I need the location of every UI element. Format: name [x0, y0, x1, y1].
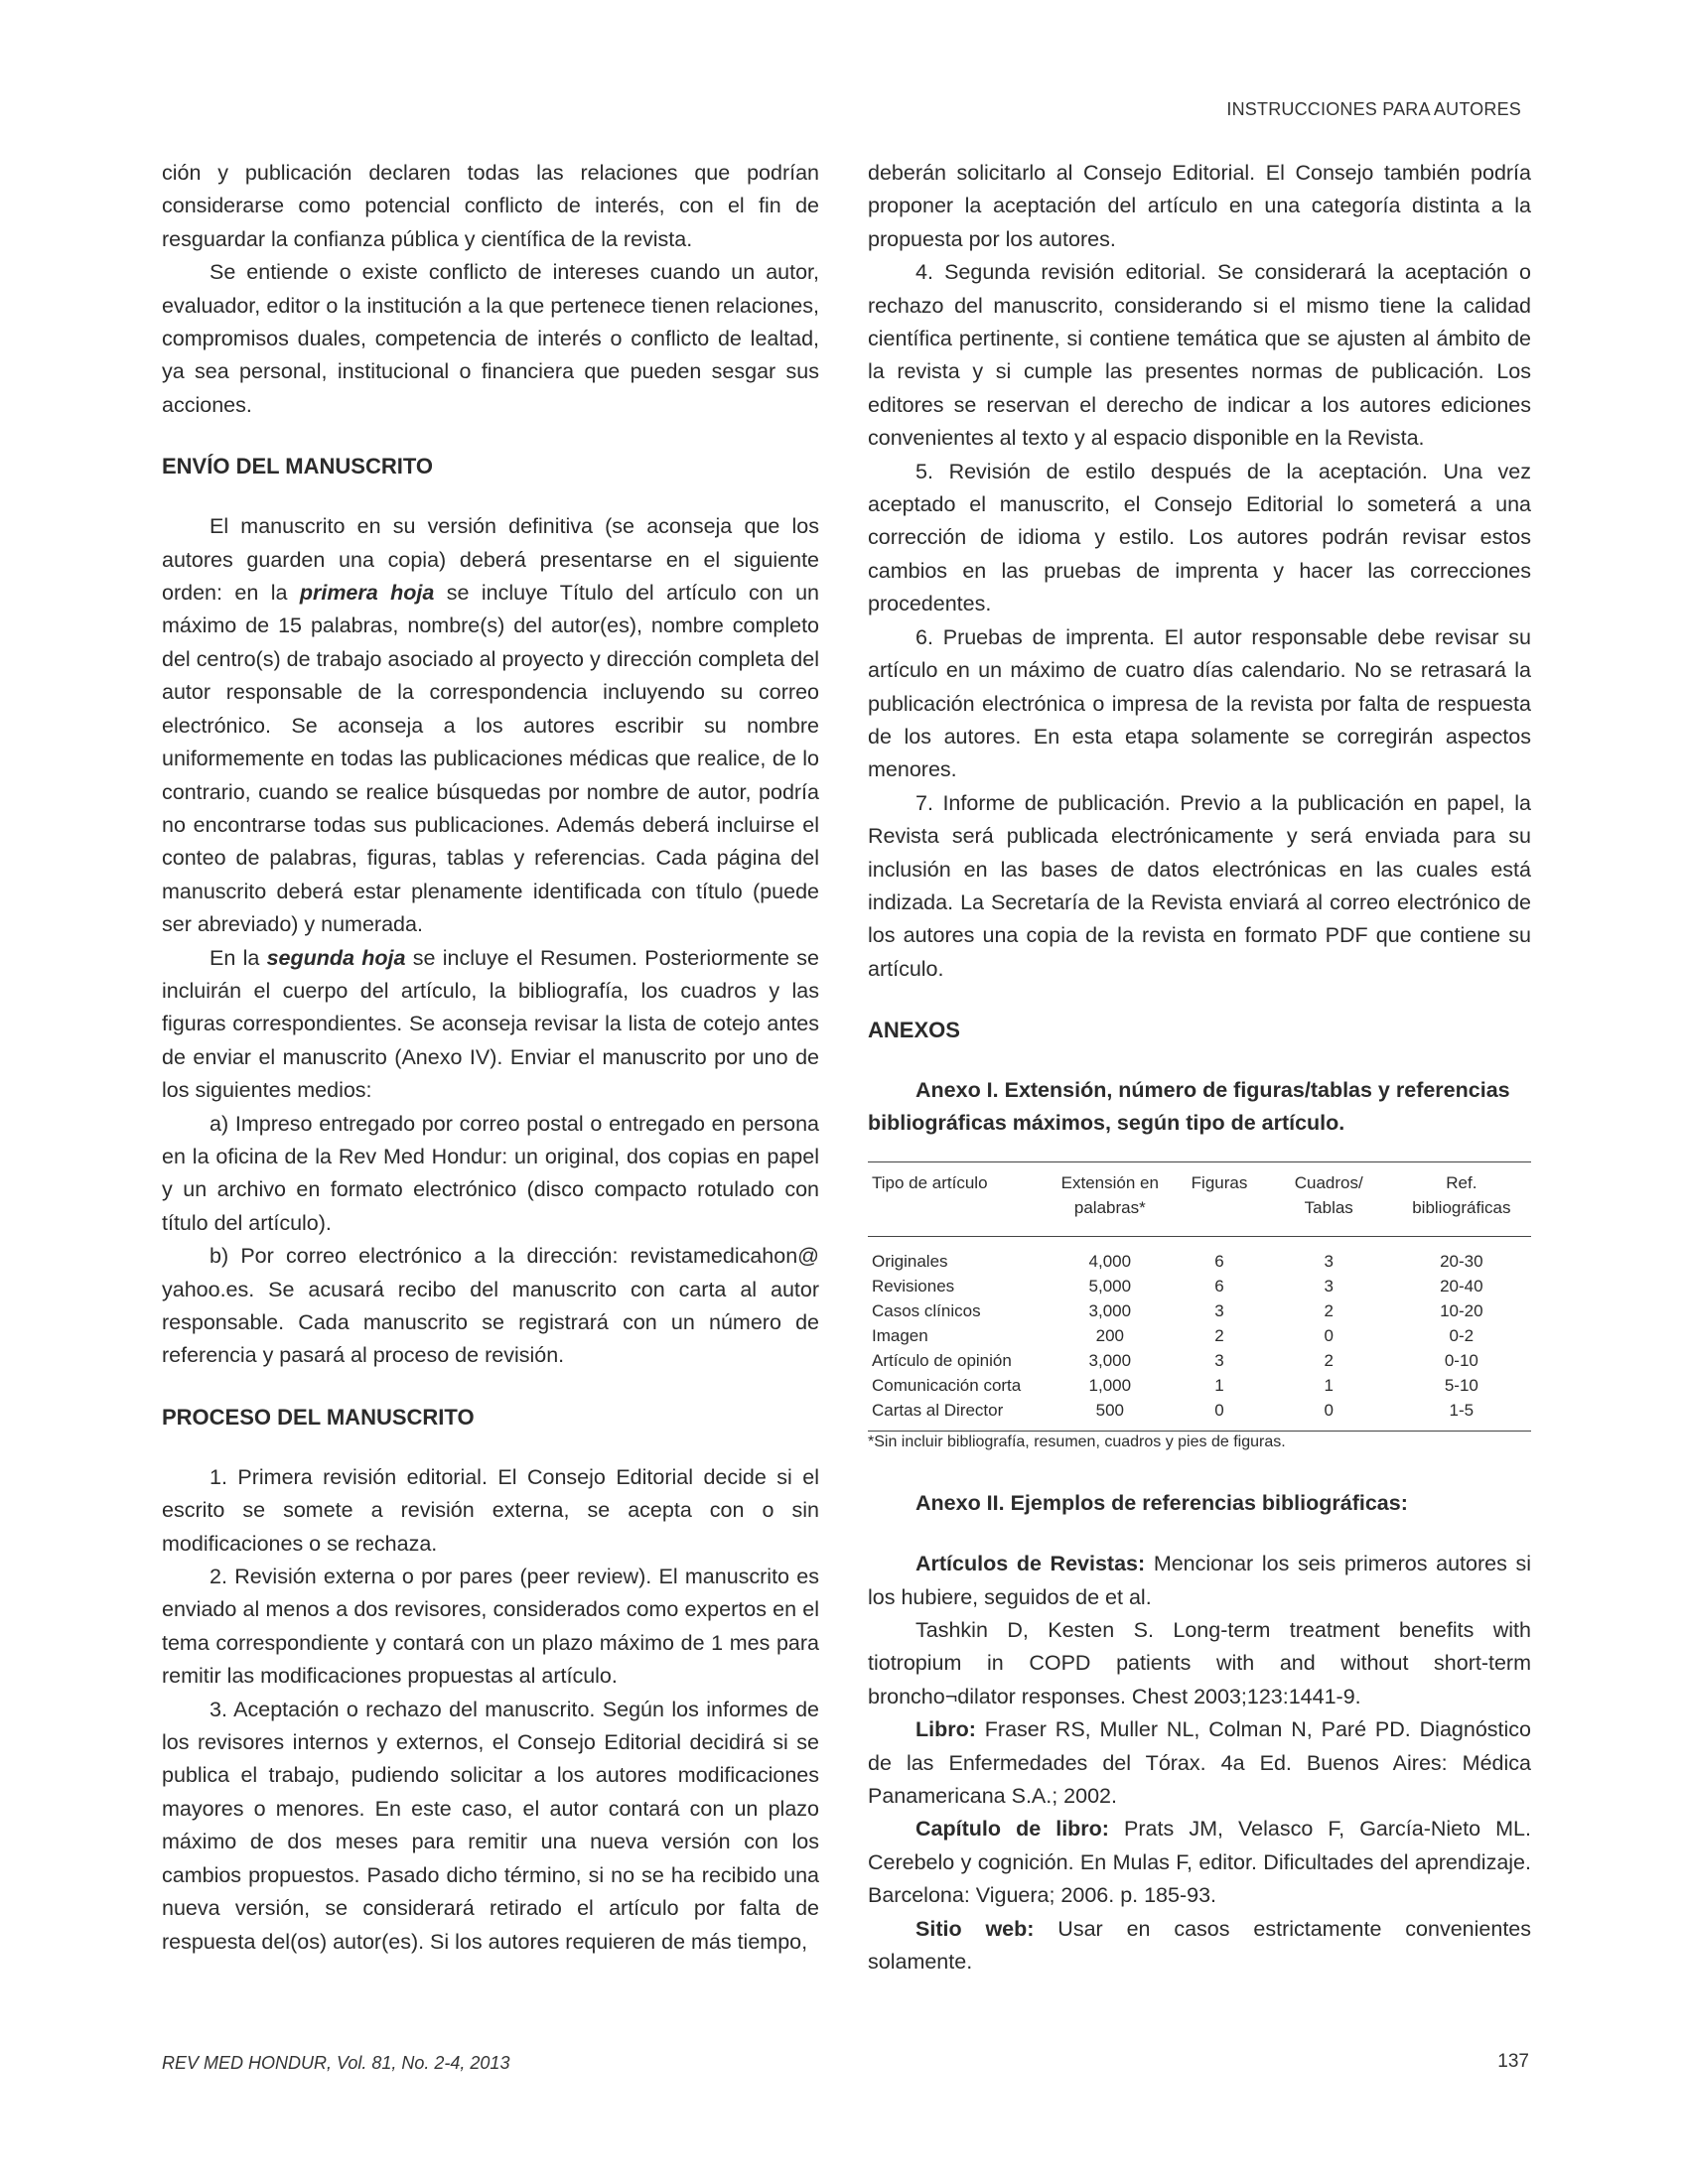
table-cell: 500 — [1047, 1398, 1173, 1432]
table-cell: 1,000 — [1088, 1376, 1132, 1396]
anexo-table — [868, 1161, 1531, 1432]
table-row — [868, 1373, 1531, 1398]
table-cell: 3 — [1324, 1252, 1334, 1272]
table-cell: 0 — [1173, 1398, 1266, 1432]
paragraph: a) Impreso entregado por correo postal o entregado en persona en la oficina de la Rev Med Hondur: un original, dos copias en papel y un archivo en formato electrónico (disco compacto rotulado con título del artículo). — [162, 1111, 819, 1235]
table-cell: 0-2 — [1449, 1326, 1475, 1346]
left-column — [162, 157, 819, 1959]
paragraph: 1. Primera revisión editorial. El Consejo Editorial decide si el escrito se somete a revisión externa, se acepta con o sin modificaciones o se rechaza. — [162, 1464, 819, 1556]
paragraph: En la segunda hoja se incluye el Resumen. Posteriormente se incluirán el cuerpo del artículo, la bibliografía, los cuadros y las figuras correspondientes. Se aconseja revisar la lista de cotejo antes de enviar el manuscrito (Anexo IV). Enviar el manuscrito por uno de los siguientes medios: — [162, 945, 819, 1103]
paragraph: 3. Aceptación o rechazo del manuscrito. Según los informes de los revisores internos y externos, el Consejo Editorial decidirá si se publica el trabajo, pudiendo solicitar a los autores modificaciones mayores o menores. En este caso, el autor contará con un plazo máximo de dos meses para remitir una nueva versión con los cambios propuestos. Pasado dicho término, si no se ha recibido una nueva versión, se considerará retirado el artículo por falta de respuesta del(os) autor(es). Si los autores requieren de más tiempo, — [162, 1697, 819, 1954]
paragraph: Se entiende o existe conflicto de intereses cuando un autor, evaluador, editor o la institución a la que pertenece tienen relaciones, compromisos duales, competencia de interés o conflicto de lealtad, ya sea personal, institucional o financiera que pueden sesgar sus acciones. — [162, 260, 819, 417]
table-header: Cuadros/ Tablas — [1266, 1162, 1392, 1237]
table-cell: 3 — [1324, 1277, 1334, 1297]
paragraph: 7. Informe de publicación. Previo a la publicación en papel, la Revista será publicada electrónicamente y será enviada para su inclusión en las bases de datos electrónicas en las cuales está indizada. La Secretaría de la Revista enviará al correo electrónico de los autores una copia de la revista en formato PDF que contiene su artículo. — [868, 790, 1531, 981]
reference-sitio-web: Sitio web: Usar en casos estrictamente convenientes solamente. — [868, 1916, 1532, 1975]
paragraph: 6. Pruebas de imprenta. El autor responsable debe revisar su artículo en un máximo de cuatro días calendario. No se retrasará la publicación electrónica o impresa de la revista por falta de respuesta de los autores. En esta etapa solamente se corregirán aspectos menores. — [868, 624, 1531, 782]
table-cell: 0 — [1324, 1326, 1334, 1346]
table-cell: 3 — [1214, 1351, 1224, 1371]
paragraph: 5. Revisión de estilo después de la aceptación. Una vez aceptado el manuscrito, el Consejo Editorial lo someterá a una corrección de idioma y estilo. Los autores podrán revisar estos cambios en las pruebas de imprenta y hacer las correcciones procedentes. — [868, 459, 1531, 616]
table-cell: 1 — [1324, 1376, 1334, 1396]
journal-citation: REV MED HONDUR, Vol. 81, No. 2-4, 2013 — [162, 2053, 510, 2073]
table-cell: 0 — [1266, 1398, 1392, 1432]
section-heading-proceso: PROCESO DEL MANUSCRITO — [162, 1404, 475, 1430]
table-row — [868, 1323, 1531, 1348]
table-cell: 5,000 — [1088, 1277, 1132, 1297]
table-header-row — [868, 1162, 1531, 1237]
reference-libro: Libro: Fraser RS, Muller NL, Colman N, Paré PD. Diagnóstico de las Enfermedades del Tórax. 4a Ed. Buenos Aires: Médica Panamericana S.A.; 2002. — [868, 1717, 1531, 1808]
table-row — [868, 1298, 1531, 1323]
paragraph: 2. Revisión externa o por pares (peer review). El manuscrito es enviado al menos a dos revisores, considerados como expertos en el tema correspondiente y contará con un plazo máximo de 1 mes para remitir las modificaciones propuestas al artículo. — [162, 1565, 819, 1689]
emphasis-primera-hoja: primera hoja — [299, 581, 435, 606]
table-cell: 2 — [1324, 1351, 1334, 1371]
section-heading-envio: ENVÍO DEL MANUSCRITO — [162, 454, 433, 479]
table-cell: 200 — [1095, 1326, 1124, 1346]
table-cell: Originales — [872, 1252, 948, 1272]
reference-example: Tashkin D, Kesten S. Long-term treatment benefits with tiotropium in COPD patients with and without short-term broncho¬dilator responses. Chest 2003;123:1441-9. — [868, 1617, 1531, 1708]
table-cell: Comunicación corta — [872, 1376, 1022, 1396]
table-cell: Artículo de opinión — [872, 1351, 1012, 1371]
table-row — [868, 1274, 1531, 1298]
table-header: Figuras — [1173, 1162, 1266, 1237]
table-row — [868, 1348, 1531, 1373]
table-cell: 3,000 — [1088, 1351, 1132, 1371]
table-cell: 2 — [1214, 1326, 1224, 1346]
paragraph: 4. Segunda revisión editorial. Se considerará la aceptación o rechazo del manuscrito, considerando si el mismo tiene la calidad científica pertinente, si contiene temática que se ajusten al ámbito de la revista y si cumple las presentes normas de publicación. Los editores se reservan el derecho de indicar a los autores ediciones convenientes al texto y al espacio disponible en la Revista. — [868, 260, 1531, 451]
table-header: Ref. bibliográficas — [1392, 1162, 1531, 1237]
running-header: INSTRUCCIONES PARA AUTORES — [1226, 99, 1521, 119]
table-cell: 3 — [1214, 1301, 1224, 1321]
paragraph: ción y publicación declaren todas las relaciones que podrían considerarse como potencial conflicto de interés, con el fin de resguardar la confianza pública y científica de la revista. — [162, 161, 819, 251]
table-row — [868, 1398, 1531, 1432]
table-cell: 20-40 — [1440, 1277, 1483, 1297]
paragraph: deberán solicitarlo al Consejo Editorial. El Consejo también podría proponer la aceptación del artículo en una categoría distinta a la propuesta por los autores. — [868, 161, 1531, 251]
page-number: 137 — [1497, 2051, 1529, 2072]
anexo-ii-title: Anexo II. Ejemplos de referencias bibliográficas: — [915, 1491, 1408, 1516]
table-cell: 4,000 — [1088, 1252, 1132, 1272]
table-row — [868, 1237, 1531, 1275]
paragraph: El manuscrito en su versión definitiva (se aconseja que los autores guarden una copia) deberá presentarse en el siguiente orden: en la primera hoja se incluye Título del artículo con un máximo de 15 palabras, nombre(s) del autor(es), nombre completo del centro(s) de trabajo asociado al proyecto y dirección completa del autor responsable de la correspondencia incluyendo su correo electrónico. Se aconseja a los autores escribir su nombre uniformemente en todas las publicaciones médicas que realice, de lo contrario, cuando se realice búsquedas por nombre de autor, podría no encontrarse todas sus publicaciones. Además deberá incluirse el conteo de palabras, figuras, tablas y referencias. Cada página del manuscrito deberá estar plenamente identificada con título (puede ser abreviado) y numerada. — [162, 514, 819, 937]
table-cell: 6 — [1214, 1277, 1224, 1297]
table-cell: Cartas al Director — [868, 1398, 1047, 1432]
table-cell: 1-5 — [1392, 1398, 1531, 1432]
table-title: Anexo I. Extensión, número de figuras/tablas y referencias bibliográficas máximos, según tipo de artículo. — [868, 1078, 1510, 1136]
reference-capitulo: Capítulo de libro: Prats JM, Velasco F, García-Nieto ML. Cerebelo y cognición. En Mulas F, editor. Dificultades del aprendizaje. Barcelona: Viguera; 2006. p. 185-93. — [868, 1817, 1531, 1908]
table-footnote: *Sin incluir bibliografía, resumen, cuadros y pies de figuras. — [868, 1433, 1286, 1451]
emphasis-segunda-hoja: segunda hoja — [266, 945, 406, 970]
table-cell: 1 — [1214, 1376, 1224, 1396]
table-cell: Revisiones — [872, 1277, 955, 1297]
table-cell: 0-10 — [1444, 1351, 1478, 1371]
table-cell: 2 — [1324, 1301, 1334, 1321]
table-cell: 5-10 — [1444, 1376, 1478, 1396]
table-cell: Casos clínicos — [872, 1301, 981, 1321]
table-cell: 20-30 — [1440, 1252, 1483, 1272]
table-header: Tipo de artículo — [868, 1162, 1047, 1237]
paragraph: b) Por correo electrónico a la dirección: revistamedicahon@ yahoo.es. Se acusará recibo del manuscrito con carta al autor responsable. Cada manuscrito se registrará con un número de referencia y pasará al proceso de revisión. — [162, 1244, 819, 1368]
table-cell: Imagen — [872, 1326, 928, 1346]
right-column — [868, 157, 1531, 1979]
table-cell: 3,000 — [1088, 1301, 1132, 1321]
table-cell: 10-20 — [1440, 1301, 1483, 1321]
reference-articulos: Artículos de Revistas: Mencionar los seis primeros autores si los hubiere, seguidos de et al. — [868, 1552, 1531, 1609]
table-cell: 6 — [1214, 1252, 1224, 1272]
section-heading-anexos: ANEXOS — [868, 1018, 960, 1043]
table-header: Extensión en palabras* — [1047, 1162, 1173, 1237]
